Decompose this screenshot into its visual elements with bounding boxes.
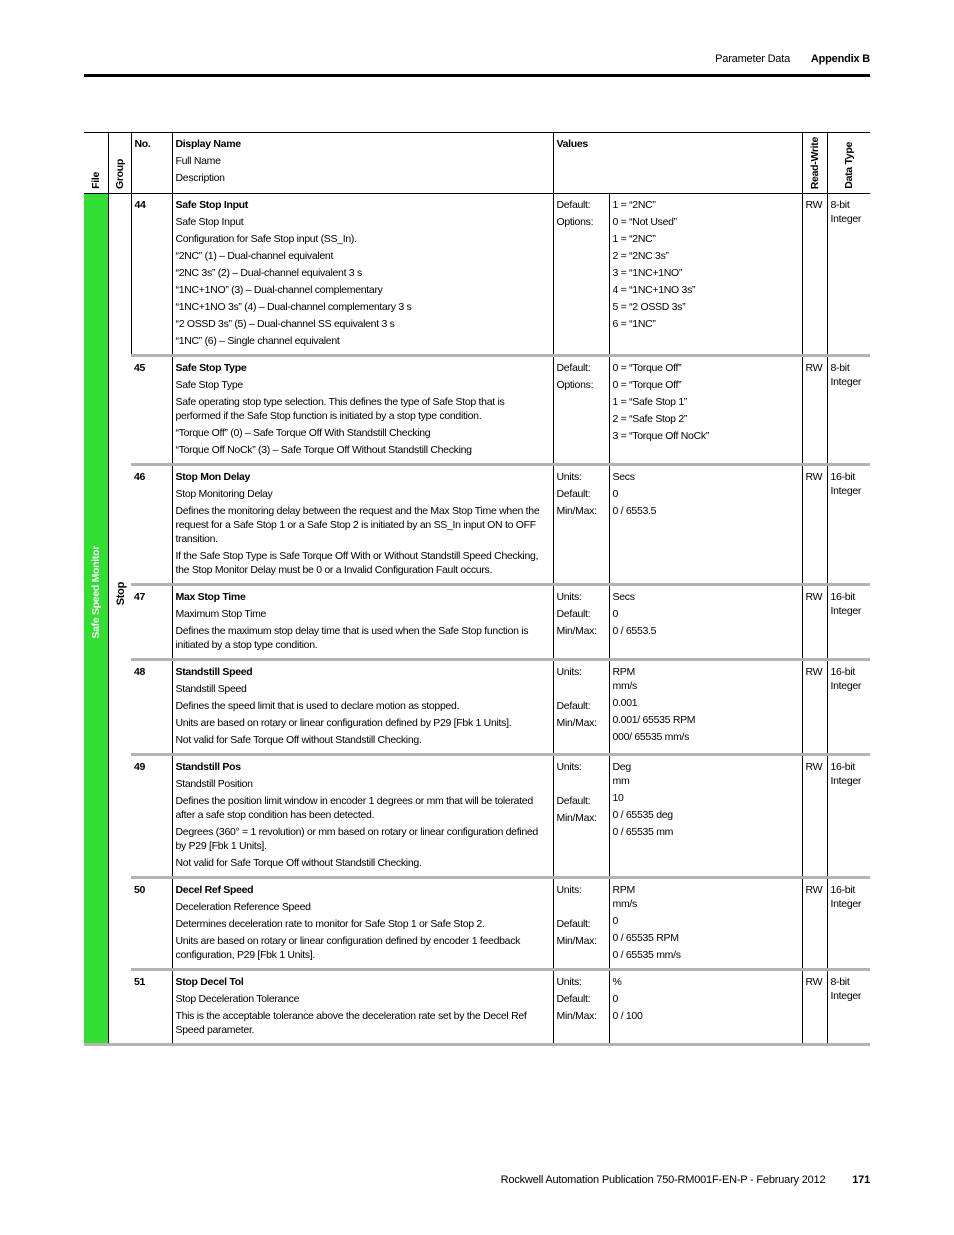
param-full-name: Standstill Speed [175, 683, 247, 695]
param-display-name: Safe Stop Input [175, 199, 248, 211]
values-cell [609, 194, 802, 356]
param-number-cell [131, 970, 172, 1045]
param-full-name: Maximum Stop Time [175, 608, 267, 620]
header-section: Parameter Data [715, 53, 791, 65]
value-label: Min/Max: [556, 505, 597, 517]
header-appendix: Appendix B [810, 53, 870, 65]
value-entry: 0 / 6553.5 [612, 505, 657, 517]
param-description-cell [172, 878, 553, 970]
param-number: 48 [134, 666, 146, 678]
values-cell [609, 970, 802, 1045]
param-number-cell [131, 465, 172, 585]
param-description-line: “1NC” (6) – Single channel equivalent [175, 335, 340, 347]
value-entry: 0 [612, 608, 619, 620]
value-labels-cell [553, 465, 609, 585]
param-description-line: “1NC+1NO” (3) – Dual-channel complementary [175, 284, 383, 296]
data-type-cell [827, 465, 870, 585]
value-label: Default: [556, 993, 591, 1005]
read-write-value: RW [805, 199, 823, 211]
param-full-name: Standstill Position [175, 778, 253, 790]
param-number-cell [131, 194, 172, 356]
data-type-cell [827, 660, 870, 755]
value-entry: 0 [612, 488, 619, 500]
param-display-name: Safe Stop Type [175, 362, 247, 374]
value-entry: 1 = “2NC” [612, 233, 656, 245]
param-display-name: Stop Mon Delay [175, 471, 251, 483]
value-entry: RPM mm/s [612, 884, 637, 910]
value-label: Default: [556, 488, 591, 500]
param-description-line: Determines deceleration rate to monitor for Safe Stop 1 or Safe Stop 2. [175, 918, 485, 930]
param-description-line: “2NC” (1) – Dual-channel equivalent [175, 250, 334, 262]
value-label: Options: [556, 379, 594, 391]
value-entry: 0 = “Not Used” [612, 216, 677, 228]
data-type-value: 16-bit Integer [830, 884, 862, 910]
param-description-line: Defines the maximum stop delay time that is used when the Safe Stop function is initiated by a stop type condition. [175, 625, 529, 651]
data-type-cell [827, 970, 870, 1045]
file-cell [84, 194, 108, 1045]
param-description-line: Not valid for Safe Torque Off without Standstill Checking. [175, 734, 422, 746]
value-entry: 0.001 [612, 697, 638, 709]
param-number: 50 [134, 884, 146, 896]
value-entry: 0 = “Torque Off” [612, 379, 682, 391]
param-number-cell [131, 755, 172, 878]
data-type-value: 16-bit Integer [830, 471, 862, 497]
param-description-line: This is the acceptable tolerance above the deceleration rate set by the Decel Ref Speed parameter. [175, 1010, 527, 1036]
col-header-no: No. [131, 133, 172, 194]
param-number: 44 [134, 199, 146, 211]
param-full-name: Deceleration Reference Speed [175, 901, 311, 913]
param-display-name: Standstill Speed [175, 666, 253, 678]
value-label: Units: [556, 471, 582, 483]
col-header-group: Group [108, 133, 131, 194]
value-label: Default: [556, 795, 591, 807]
running-header [715, 53, 870, 65]
param-description-line: Not valid for Safe Torque Off without Standstill Checking. [175, 857, 422, 869]
value-label: Default: [556, 918, 591, 930]
value-label: Units: [556, 591, 582, 603]
data-type-cell [827, 194, 870, 356]
param-description-line: “Torque Off NoCk” (3) – Safe Torque Off Without Standstill Checking [175, 444, 472, 456]
value-label: Default: [556, 700, 591, 712]
value-entry: 1 = “Safe Stop 1” [612, 396, 688, 408]
value-entry: 000/ 65535 mm/s [612, 731, 690, 743]
read-write-value: RW [805, 666, 823, 678]
read-write-cell [802, 660, 827, 755]
value-label: Min/Max: [556, 625, 597, 637]
value-entry: 0 [612, 993, 619, 1005]
value-labels-cell [553, 660, 609, 755]
file-label: Safe Speed Monitor [90, 546, 102, 639]
param-number: 51 [134, 976, 146, 988]
param-description-cell [172, 755, 553, 878]
value-entry: Secs [612, 471, 635, 483]
read-write-value: RW [805, 591, 823, 603]
values-cell [609, 878, 802, 970]
col-header-values: Values [553, 133, 802, 194]
value-label: Min/Max: [556, 1010, 597, 1022]
page-footer [501, 1174, 870, 1186]
param-description-cell [172, 970, 553, 1045]
param-full-name: Safe Stop Type [175, 379, 243, 391]
value-labels-cell [553, 878, 609, 970]
read-write-cell [802, 585, 827, 660]
param-description-line: Safe operating stop type selection. This defines the type of Safe Stop that is performed if the Safe Stop function is initiated by a stop type condition. [175, 396, 505, 422]
value-label: Options: [556, 216, 594, 228]
read-write-cell [802, 356, 827, 465]
param-description-line: Degrees (360° = 1 revolution) or mm based on rotary or linear configuration defined by P29 [Fbk 1 Units]. [175, 826, 538, 852]
value-label: Min/Max: [556, 717, 597, 729]
value-label: Min/Max: [556, 935, 597, 947]
value-label: Units: [556, 761, 582, 773]
data-type-value: 8-bit Integer [830, 976, 862, 1002]
group-label: Stop [114, 582, 127, 606]
parameter-row [84, 970, 870, 1045]
parameter-row [84, 660, 870, 755]
value-entry: 6 = “1NC” [612, 318, 656, 330]
param-description-line: If the Safe Stop Type is Safe Torque Off With or Without Standstill Speed Checking, the Stop Monitor Delay must be 0 or a Invalid Configuration Fault occurs. [175, 550, 539, 576]
value-labels-cell [553, 356, 609, 465]
read-write-cell [802, 465, 827, 585]
table-header-row [84, 133, 870, 194]
values-cell [609, 356, 802, 465]
parameter-table [84, 132, 870, 1046]
data-type-value: 16-bit Integer [830, 761, 862, 787]
param-display-name: Decel Ref Speed [175, 884, 254, 896]
param-description-line: “2NC 3s” (2) – Dual-channel equivalent 3 s [175, 267, 362, 279]
param-number: 46 [134, 471, 146, 483]
data-type-value: 8-bit Integer [830, 362, 862, 388]
param-full-name: Stop Deceleration Tolerance [175, 993, 300, 1005]
value-label: Default: [556, 199, 591, 211]
values-cell [609, 585, 802, 660]
value-entry: 0.001/ 65535 RPM [612, 714, 696, 726]
param-display-name: Standstill Pos [175, 761, 241, 773]
data-type-value: 16-bit Integer [830, 591, 862, 617]
param-description-line: “1NC+1NO 3s” (4) – Dual-channel complementary 3 s [175, 301, 412, 313]
read-write-value: RW [805, 884, 823, 896]
value-label: Default: [556, 362, 591, 374]
param-description-cell [172, 585, 553, 660]
value-entry: 1 = “2NC” [612, 199, 656, 211]
parameter-row [84, 585, 870, 660]
value-entry: RPM mm/s [612, 666, 637, 692]
value-entry: 3 = “Torque Off NoCk” [612, 430, 710, 442]
read-write-cell [802, 755, 827, 878]
read-write-value: RW [805, 976, 823, 988]
value-label: Min/Max: [556, 812, 597, 824]
col-header-description: Description [175, 172, 225, 184]
data-type-cell [827, 585, 870, 660]
value-entry: 0 [612, 915, 619, 927]
data-type-value: 8-bit Integer [830, 199, 862, 225]
parameter-row [84, 194, 870, 356]
param-description-line: Defines the position limit window in encoder 1 degrees or mm that will be tolerated after a safe stop condition has been detected. [175, 795, 533, 821]
param-number-cell [131, 660, 172, 755]
read-write-value: RW [805, 761, 823, 773]
value-entry: 0 = “Torque Off” [612, 362, 682, 374]
parameter-row [84, 356, 870, 465]
read-write-value: RW [805, 471, 823, 483]
header-rule [84, 74, 870, 77]
param-description-cell [172, 465, 553, 585]
param-full-name: Stop Monitoring Delay [175, 488, 273, 500]
value-labels-cell [553, 194, 609, 356]
value-entry: 10 [612, 792, 624, 804]
col-header-data-type: Data Type [827, 133, 870, 194]
param-number-cell [131, 356, 172, 465]
param-description-line: “2 OSSD 3s” (5) – Dual-channel SS equivalent 3 s [175, 318, 395, 330]
value-label [557, 900, 607, 914]
col-header-file: File [84, 133, 108, 194]
value-entry: Deg mm [612, 761, 631, 787]
param-description-line: Configuration for Safe Stop input (SS_In). [175, 233, 357, 245]
data-type-cell [827, 755, 870, 878]
col-header-full-name: Full Name [175, 155, 221, 167]
parameter-row [84, 465, 870, 585]
read-write-cell [802, 970, 827, 1045]
value-entry: 0 / 100 [612, 1010, 643, 1022]
value-entry: % [612, 976, 622, 988]
param-display-name: Max Stop Time [175, 591, 246, 603]
param-description-line: Units are based on rotary or linear configuration defined by encoder 1 feedback configuration, P29 [Fbk 1 Units]. [175, 935, 521, 961]
value-entry: 3 = “1NC+1NO” [612, 267, 683, 279]
param-description-line: Defines the speed limit that is used to declare motion as stopped. [175, 700, 460, 712]
value-entry: 2 = “Safe Stop 2” [612, 413, 688, 425]
value-label: Default: [556, 608, 591, 620]
value-label [557, 682, 607, 696]
param-number-cell [131, 585, 172, 660]
footer-publication: Rockwell Automation Publication 750-RM001F-EN-P - February 2012 [500, 1174, 826, 1186]
value-labels-cell [553, 585, 609, 660]
values-cell [609, 660, 802, 755]
value-labels-cell [553, 755, 609, 878]
param-description-cell [172, 194, 553, 356]
param-description-line: “Torque Off” (0) – Safe Torque Off With Standstill Checking [175, 427, 431, 439]
read-write-value: RW [805, 362, 823, 374]
param-description-cell [172, 356, 553, 465]
parameter-row [84, 878, 870, 970]
col-header-read-write: Read-Write [802, 133, 827, 194]
param-description-line: Units are based on rotary or linear configuration defined by P29 [Fbk 1 Units]. [175, 717, 512, 729]
value-entry: 0 / 65535 mm/s [612, 949, 681, 961]
read-write-cell [802, 878, 827, 970]
value-label [557, 777, 607, 791]
param-number: 45 [134, 362, 146, 374]
param-full-name: Safe Stop Input [175, 216, 244, 228]
value-entry: 5 = “2 OSSD 3s” [612, 301, 686, 313]
value-entry: Secs [612, 591, 635, 603]
param-number: 49 [134, 761, 146, 773]
col-header-display-label: Display Name [175, 138, 241, 150]
param-display-name: Stop Decel Tol [175, 976, 244, 988]
page-number: 171 [852, 1174, 870, 1186]
group-cell [108, 194, 131, 1045]
value-entry: 0 / 65535 mm [612, 826, 674, 838]
value-entry: 0 / 65535 deg [612, 809, 673, 821]
value-labels-cell [553, 970, 609, 1045]
value-entry: 0 / 65535 RPM [612, 932, 679, 944]
param-description-line: Defines the monitoring delay between the request and the Max Stop Time when the request for a Safe Stop 1 or a Safe Stop 2 is initiated by an SS_In input ON to OFF transition. [175, 505, 540, 545]
data-type-value: 16-bit Integer [830, 666, 862, 692]
read-write-cell [802, 194, 827, 356]
data-type-cell [827, 878, 870, 970]
parameter-row [84, 755, 870, 878]
value-entry: 4 = “1NC+1NO 3s” [612, 284, 696, 296]
col-header-display-name [172, 133, 553, 194]
value-entry: 0 / 6553.5 [612, 625, 657, 637]
value-label: Units: [556, 666, 582, 678]
param-number: 47 [134, 591, 146, 603]
param-number-cell [131, 878, 172, 970]
values-cell [609, 465, 802, 585]
param-description-cell [172, 660, 553, 755]
data-type-cell [827, 356, 870, 465]
value-entry: 2 = “2NC 3s” [612, 250, 669, 262]
values-cell [609, 755, 802, 878]
value-label: Units: [556, 884, 582, 896]
value-label: Units: [556, 976, 582, 988]
